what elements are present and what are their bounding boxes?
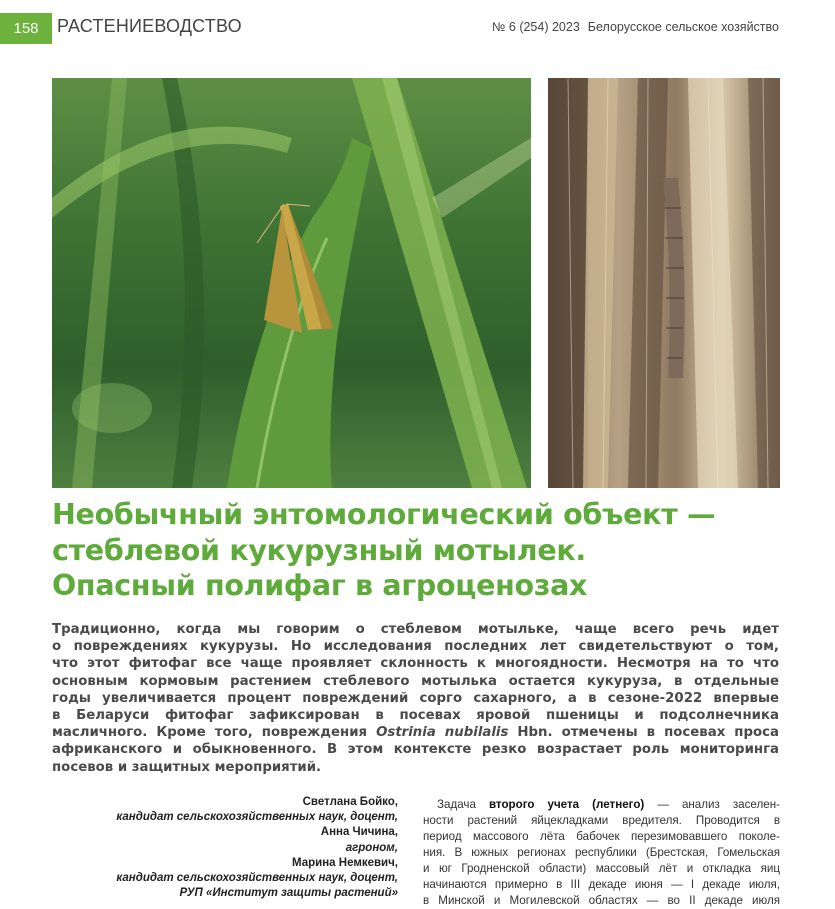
- body-line: период массового лёта бабочек перезимовавшего поколе-: [423, 830, 780, 843]
- title-line-1: Необычный энтомологический объект —: [52, 498, 716, 531]
- damaged-stem-larva-photo: [548, 78, 780, 488]
- body-bold-term: второго учета (летнего): [488, 798, 645, 811]
- author-affiliation: РУП «Институт защиты растений»: [179, 887, 398, 900]
- author-role: кандидат сельскохозяйственных наук, доцент,: [116, 811, 398, 824]
- body-text: Задача: [437, 798, 476, 811]
- lead-line: основным кормовым растением стеблевого мотылька остается кукуруза, в отдельные: [52, 673, 779, 689]
- lead-text: масличного. Кроме того, повреждения: [52, 725, 368, 741]
- body-text-column: [423, 797, 780, 909]
- lead-line: посевов и защитных мероприятий.: [52, 759, 322, 775]
- issue-info: [492, 20, 779, 34]
- lead-line: Традиционно, когда мы говорим о стеблевом мотыльке, чаще всего речь идет: [52, 622, 779, 637]
- lead-line: в Беларуси фитофаг зафиксирован в посевах яровой пшеницы и подсолнечника: [52, 707, 779, 723]
- author-role: агроном,: [345, 841, 398, 854]
- body-line: в Минской и Могилевской областях — во II декаде июля: [423, 894, 780, 907]
- body-line: ния. В южных регионах республики (Брестская, Гомельская: [423, 846, 780, 859]
- moth-on-leaf-photo: [52, 78, 531, 488]
- page-number-badge: 158: [0, 13, 52, 44]
- author-list: [68, 795, 398, 901]
- author-name: Марина Немкевич,: [292, 856, 398, 869]
- body-line: ности растений яйцекладками вредителя. Проводится в: [423, 814, 780, 827]
- issue-number: № 6 (254) 2023: [492, 20, 580, 34]
- lead-line: что этот фитофаг все чаще проявляет склонность к многоядности. Несмотря на то что: [52, 656, 779, 672]
- author-name: Светлана Бойко,: [302, 796, 398, 808]
- author-name: Анна Чичина,: [320, 826, 398, 839]
- lead-text: Hbn. отмечены в посевах проса: [517, 725, 779, 741]
- article-title: [52, 497, 792, 604]
- journal-name: Белорусское сельское хозяйство: [587, 20, 779, 34]
- body-text: — анализ заселен-: [657, 798, 780, 811]
- lead-line: годы увеличивается процент повреждений сорго сахарного, а в сезоне-2022 впервые: [52, 690, 779, 706]
- section-title: РАСТЕНИЕВОДСТВО: [57, 16, 242, 36]
- body-line: [423, 797, 780, 813]
- body-line: и юг Гродненской области) массовый лёт и откладка яиц: [423, 862, 780, 875]
- lead-line: африканского и обыкновенного. В этом контексте резко возрастает роль мониторинга: [52, 742, 779, 758]
- title-line-3: Опасный полифаг в агроценозах: [52, 569, 588, 602]
- lead-line: о повреждениях кукурузы. Но исследования последних лет свидетельствуют о том,: [52, 639, 779, 655]
- title-line-2: стеблевой кукурузный мотылек.: [52, 533, 586, 567]
- author-role: кандидат сельскохозяйственных наук, доцент,: [116, 872, 398, 885]
- body-line: начинаются примерно в III декаде июня — I декаде июля,: [423, 878, 780, 891]
- article-lead: [52, 621, 779, 776]
- lead-line: [52, 724, 779, 741]
- species-name: Ostrinia nubilalis: [376, 725, 509, 741]
